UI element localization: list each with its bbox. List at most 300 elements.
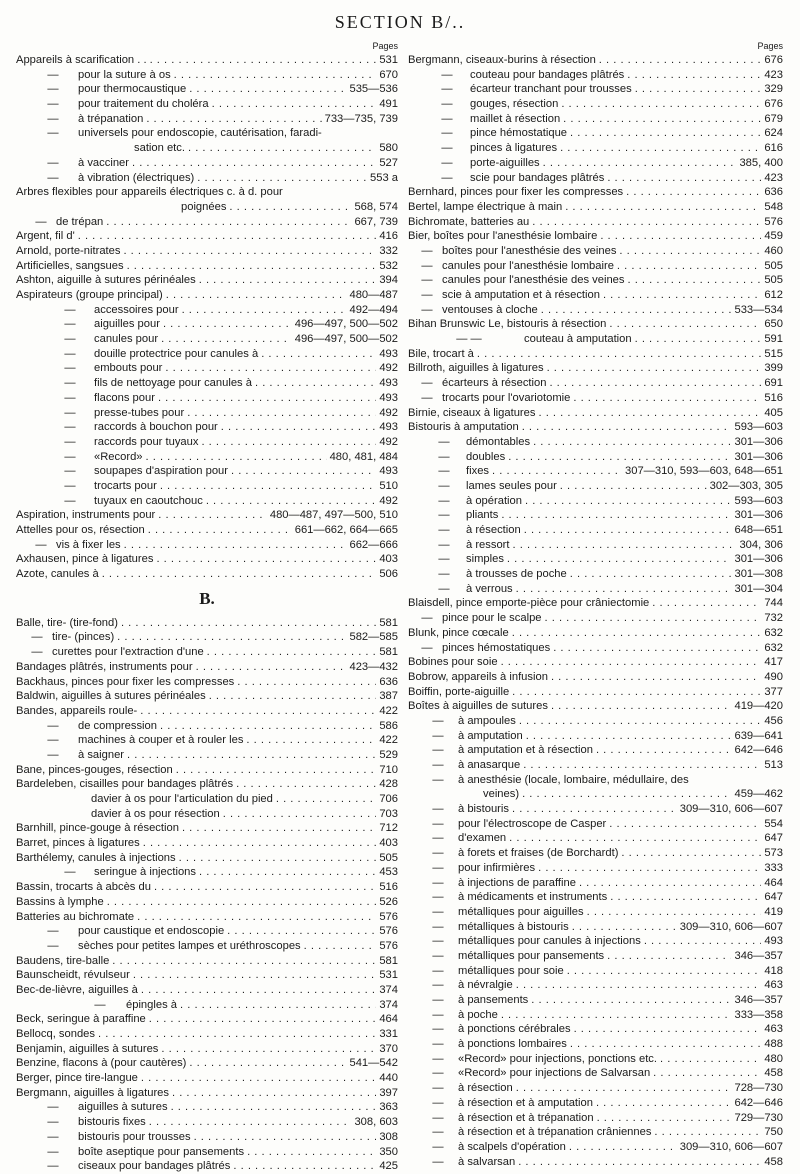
index-entry — [16, 552, 398, 567]
entry-text: Bergmann, ciseaux-burins à résection — [408, 54, 596, 66]
entry-text: Birnie, ciseaux à ligatures — [408, 406, 536, 419]
entry-text: pour traitement du choléra — [78, 98, 209, 111]
page-ref: 553 a — [370, 171, 398, 184]
leader-dots — [521, 523, 732, 538]
entry-text: sation etc. — [134, 142, 185, 155]
leader-dots — [196, 865, 376, 880]
index-entry — [16, 983, 398, 998]
index-entry — [408, 479, 783, 494]
index-entry — [408, 670, 783, 685]
page-ref: 505 — [764, 259, 783, 272]
page-ref: 417 — [764, 656, 783, 669]
leader-dots — [209, 97, 377, 112]
leader-dots — [203, 494, 376, 509]
leader-dots — [138, 983, 376, 998]
entry-text: flacons pour — [94, 391, 155, 404]
page-ref: 374 — [379, 983, 398, 996]
ditto-dash: — — [438, 538, 450, 551]
pages-header: Pages — [757, 41, 783, 51]
leader-dots — [657, 1052, 761, 1067]
index-entry — [408, 391, 783, 406]
page-ref: 419 — [764, 905, 783, 918]
entry-text: davier à os pour résection — [91, 807, 220, 820]
leader-dots — [632, 82, 762, 97]
ditto-dash: — — [64, 362, 76, 375]
entry-text: Bassins à lymphe — [16, 895, 104, 908]
index-entry — [16, 630, 398, 645]
page-ref: 679 — [764, 112, 783, 125]
page-ref: 593—603 — [734, 421, 783, 434]
index-entry — [408, 200, 783, 215]
index-entry — [408, 802, 783, 817]
page-ref: 670 — [379, 68, 398, 81]
entry-text: à trousses de poche — [466, 568, 567, 581]
index-entry — [16, 391, 398, 406]
page-ref: 650 — [764, 318, 783, 331]
entry-text: aiguilles pour — [94, 318, 160, 331]
entry-text: maillet à résection — [470, 112, 561, 125]
leader-dots — [523, 729, 732, 744]
index-entry — [16, 616, 398, 631]
index-entry — [16, 479, 398, 494]
page-ref: 710 — [379, 763, 398, 776]
page-ref: 667, 739 — [354, 215, 398, 228]
page-ref: 301—306 — [734, 509, 783, 522]
leader-dots — [564, 964, 762, 979]
entry-text: métalliques pour soie — [458, 964, 564, 977]
page-ref: 505 — [379, 851, 398, 864]
leader-dots — [584, 905, 762, 920]
page-ref: 729—730 — [734, 1111, 783, 1124]
entry-text: Bernhard, pinces pour fixer les compresses — [408, 186, 624, 199]
entry-text: fixes — [466, 465, 490, 478]
entry-text: à ponctions lombaires — [458, 1038, 567, 1051]
leader-dots — [593, 743, 732, 758]
entry-text: Baudens, tire-balle — [16, 954, 110, 967]
leader-dots — [75, 229, 377, 244]
ditto-dash: — — [438, 568, 450, 581]
page-ref: 612 — [764, 289, 783, 301]
entry-text: Bec-de-lièvre, aiguilles à — [16, 983, 138, 996]
leader-dots — [218, 420, 377, 435]
page-ref: 554 — [764, 817, 783, 830]
entry-text: Bandes, appareils roule- — [16, 704, 138, 717]
leader-dots — [650, 1066, 761, 1081]
entry-text: à résection et à trépanation crâniennes — [458, 1126, 652, 1139]
page-ref: 493 — [379, 465, 398, 478]
index-entry — [408, 817, 783, 832]
page-ref: 616 — [764, 142, 783, 155]
entry-text: canules pour l'anesthésie lombaire — [442, 259, 614, 272]
index-entry — [16, 880, 398, 895]
index-entry — [408, 494, 783, 509]
leader-dots — [509, 685, 761, 700]
entry-text: démontables — [466, 435, 531, 448]
page-ref: 728—730 — [734, 1082, 783, 1095]
entry-text: à résection et à amputation — [458, 1096, 593, 1109]
page-ref: 636 — [764, 186, 783, 199]
index-entry — [16, 97, 398, 112]
leader-dots — [614, 259, 761, 274]
page-ref: 593—603 — [734, 494, 783, 507]
leader-dots — [567, 567, 732, 582]
entry-text: Bertel, lampe électrique à main — [408, 200, 563, 213]
leader-dots — [109, 954, 376, 969]
entry-text: à pansements — [458, 994, 529, 1006]
ditto-dash: — — [432, 773, 444, 786]
ditto-dash: — — [421, 259, 433, 272]
page-ref: 691 — [764, 377, 783, 390]
leader-dots — [118, 616, 376, 631]
leader-dots — [145, 523, 292, 538]
entry-text: à scalpels d'opération — [458, 1140, 566, 1153]
index-entry — [408, 1155, 783, 1170]
entry-text: Blaisdell, pince emporte-pièce pour crâniectomie — [408, 597, 650, 610]
page-ref: 301—306 — [734, 553, 783, 566]
ditto-dash: — — [47, 83, 59, 96]
entry-text: soupapes d'aspiration pour — [94, 465, 228, 478]
index-entry — [408, 1008, 783, 1023]
index-entry — [408, 567, 783, 582]
leader-dots — [509, 626, 762, 641]
page-ref: 642—646 — [734, 1096, 783, 1109]
page-ref: 370 — [379, 1042, 398, 1055]
leader-dots — [140, 836, 377, 851]
page-ref: 490 — [764, 670, 783, 683]
ditto-dash: — — [35, 215, 47, 228]
page-ref: 581 — [379, 616, 398, 629]
index-entry — [408, 1096, 783, 1111]
leader-dots — [489, 464, 622, 479]
entry-text: ventouses à cloche — [442, 303, 538, 316]
page-ref: 464 — [379, 1013, 398, 1026]
leader-dots — [120, 244, 376, 259]
leader-dots — [606, 817, 761, 832]
entry-text: de trépan — [56, 215, 104, 228]
index-entry — [16, 435, 398, 450]
ditto-dash: — — [432, 1008, 444, 1021]
leader-dots — [504, 552, 732, 567]
page-ref: 493 — [379, 377, 398, 390]
page-ref: 350 — [379, 1145, 398, 1158]
index-entry — [408, 905, 783, 920]
index-entry — [408, 626, 783, 641]
index-entry — [408, 831, 783, 846]
index-entry — [16, 1130, 398, 1145]
ditto-dash: — — [421, 641, 433, 654]
ditto-dash: — — [47, 68, 59, 81]
section-title: SECTION B/.. — [334, 12, 466, 32]
page-ref: 647 — [764, 891, 783, 904]
index-entry — [16, 807, 398, 822]
ditto-dash: — — [432, 1126, 444, 1139]
index-entry — [408, 1037, 783, 1052]
entry-text: à médicaments et instruments — [458, 891, 608, 904]
ditto-dash: — — [47, 734, 59, 747]
index-entry — [16, 1056, 398, 1071]
page-ref: 405 — [764, 406, 783, 419]
leader-dots — [513, 978, 762, 993]
entry-text: accessoires pour — [94, 303, 179, 316]
index-entry — [16, 317, 398, 332]
index-entry — [16, 998, 398, 1013]
page-ref: 346—357 — [734, 994, 783, 1006]
entry-text: à salvarsan — [458, 1155, 516, 1168]
entry-text: Boiffin, porte-aiguille — [408, 685, 510, 698]
leader-dots — [513, 1081, 732, 1096]
page-ref: 488 — [764, 1038, 783, 1051]
leader-dots — [535, 406, 761, 421]
leader-dots — [191, 1130, 377, 1145]
index-entry — [16, 851, 398, 866]
page-ref: 527 — [379, 156, 398, 169]
leader-dots — [147, 53, 377, 68]
entry-text: à amputation — [458, 729, 523, 742]
ditto-dash: — — [432, 876, 444, 889]
entry-text: à résection et à trépanation — [458, 1111, 594, 1124]
ditto-dash: — — [432, 832, 444, 845]
leader-dots — [542, 611, 762, 626]
index-entry — [408, 435, 783, 450]
ditto-dash: — — [64, 391, 76, 404]
ditto-dash: — — [432, 1067, 444, 1080]
entry-text: Billroth, aiguilles à ligatures — [408, 362, 544, 375]
page-ref: 568, 574 — [354, 200, 398, 213]
page-ref: 632 — [764, 641, 783, 654]
page-ref: 648—651 — [734, 524, 783, 536]
ditto-dash: — — [64, 406, 76, 419]
page-ref: 493 — [379, 421, 398, 434]
index-entry — [408, 1140, 783, 1155]
ditto-dash: — — [47, 1116, 59, 1129]
leader-dots — [252, 376, 376, 391]
entry-text: Barret, pinces à ligatures — [16, 837, 140, 850]
entry-text: à vibration (électriques) — [78, 171, 195, 184]
entry-text: trocarts pour l'ovariotomie — [442, 391, 571, 404]
index-entry — [16, 273, 398, 288]
leader-dots — [121, 538, 347, 553]
index-entry — [16, 1086, 398, 1101]
page-ref: 580 — [379, 142, 398, 155]
index-entry — [16, 406, 398, 421]
page-ref: 397 — [379, 1086, 398, 1099]
index-entry — [16, 1027, 398, 1042]
index-entry — [16, 675, 398, 690]
page-ref: 516 — [379, 881, 398, 894]
ditto-dash: — — [421, 612, 433, 625]
entry-text: Artificielles, sangsues — [16, 259, 124, 272]
entry-text: Bobrow, appareils à infusion — [408, 670, 548, 683]
entry-text: à poche — [458, 1008, 498, 1021]
entry-text: Bassin, trocarts à abcès du — [16, 881, 151, 894]
index-entry — [16, 689, 398, 704]
leader-dots — [560, 112, 761, 127]
entry-text: presse-tubes pour — [94, 406, 185, 419]
index-entry — [16, 1071, 398, 1086]
entry-text: à trépanation — [78, 112, 144, 125]
entry-text: à ressort — [466, 538, 510, 551]
page-ref: 529 — [379, 748, 398, 761]
entry-text: écarteur tranchant pour trousses — [470, 83, 632, 96]
leader-dots — [228, 464, 376, 479]
ditto-dash: — — [432, 1155, 444, 1168]
index-entry — [408, 185, 783, 200]
ditto-dash: — — [47, 1130, 59, 1143]
ditto-dash: — — [421, 303, 433, 316]
entry-text: machines à couper et à rouler les — [78, 734, 244, 747]
entry-text: Bergmann, aiguilles à ligatures — [16, 1086, 169, 1099]
leader-dots — [571, 1022, 762, 1037]
entry-text: pour la suture à os — [78, 68, 171, 81]
page-ref: 732 — [764, 612, 783, 625]
index-entry — [408, 1066, 783, 1081]
leader-dots — [597, 229, 761, 244]
ditto-dash: — — [432, 1082, 444, 1095]
index-entry — [16, 244, 398, 259]
entry-text: couteau pour bandages plâtrés — [470, 68, 625, 81]
entry-text: pour caustique et endoscopie — [78, 925, 225, 938]
index-entry — [408, 641, 783, 656]
index-entry — [16, 361, 398, 376]
leader-dots — [124, 748, 376, 763]
page-ref: 639—641 — [734, 729, 783, 742]
index-entry — [408, 714, 783, 729]
page-ref: 459 — [764, 230, 783, 243]
page-ref: 332 — [379, 244, 398, 257]
entry-text: canules pour l'anesthésie des veines — [442, 274, 625, 287]
entry-text: à anesthésie (locale, lombaire, médullaire, des — [458, 773, 689, 786]
ditto-dash: — — [432, 1140, 444, 1153]
index-entry — [16, 1115, 398, 1130]
page-ref: 526 — [379, 895, 398, 908]
ditto-dash: — — [31, 631, 43, 644]
ditto-dash: — — [438, 509, 450, 522]
index-entry — [16, 141, 398, 156]
index-entry — [16, 836, 398, 851]
index-entry — [408, 920, 783, 935]
ditto-dash: — — [432, 817, 444, 830]
page-ref: 493 — [379, 347, 398, 360]
page-ref: 586 — [379, 719, 398, 732]
leader-dots — [530, 435, 731, 450]
index-entry — [16, 865, 398, 880]
ditto-dash: — — [47, 112, 59, 125]
entry-text: Ashton, aiguille à sutures périnéales — [16, 274, 196, 287]
leader-dots — [95, 1027, 376, 1042]
page-ref: 516 — [764, 391, 783, 404]
index-entry — [408, 68, 783, 83]
leader-dots — [550, 641, 761, 656]
page-ref: 464 — [764, 876, 783, 889]
index-entry — [408, 317, 783, 332]
page-ref: 492 — [379, 406, 398, 419]
index-entry — [408, 582, 783, 597]
page-ref: 301—308 — [734, 568, 783, 581]
index-entry — [408, 376, 783, 391]
index-entry — [408, 508, 783, 523]
entry-text: de compression — [78, 719, 157, 732]
entry-text: pour l'électroscope de Casper — [458, 817, 607, 830]
leader-dots — [576, 876, 761, 891]
index-entry — [408, 743, 783, 758]
leader-dots — [515, 1155, 761, 1170]
entry-text: pour thermocaustique — [78, 83, 187, 96]
leader-dots — [505, 450, 731, 465]
leader-dots — [544, 361, 762, 376]
entry-text: à opération — [466, 494, 522, 507]
index-entry — [408, 215, 783, 230]
page-ref: 662—666 — [349, 538, 398, 551]
page-ref: 661—662, 664—665 — [294, 524, 398, 536]
page-ref: 492 — [379, 494, 398, 507]
index-entry — [16, 450, 398, 465]
entry-text: Arbres flexibles pour appareils électriques c. à d. pour — [16, 186, 283, 199]
entry-text: canules pour — [94, 333, 159, 346]
ditto-dash: — — [64, 421, 76, 434]
leader-dots — [519, 787, 731, 802]
entry-text: Boîtes à aiguilles de sutures — [408, 700, 548, 713]
index-entry — [16, 924, 398, 939]
leader-dots — [103, 215, 351, 230]
page-ref: 647 — [764, 832, 783, 845]
entry-text: boîte aseptique pour pansements — [78, 1145, 245, 1158]
entry-text: lames seules pour — [466, 479, 557, 492]
ditto-dash: — — [438, 582, 450, 595]
entry-text: Beck, seringue à paraffine — [16, 1013, 146, 1026]
entry-text: doubles — [466, 450, 506, 463]
page-ref: 636 — [379, 675, 398, 688]
leader-dots — [157, 479, 377, 494]
ditto-dash: — — [47, 748, 59, 761]
entry-text: à saigner — [78, 748, 125, 761]
leader-dots — [158, 1042, 376, 1057]
index-entry — [16, 126, 398, 141]
page-ref: 363 — [379, 1101, 398, 1114]
page-ref: 513 — [764, 759, 783, 771]
index-entry — [408, 259, 783, 274]
index-entry — [408, 611, 783, 626]
ditto-dash: — — [47, 1101, 59, 1114]
page-ref: 302—303, 305 — [709, 479, 783, 492]
entry-text: raccords pour tuyaux — [94, 435, 199, 448]
index-entry — [16, 229, 398, 244]
page-ref: 573 — [764, 847, 783, 860]
page-ref: 456 — [764, 714, 783, 727]
ditto-dash: — — [64, 866, 76, 879]
index-entry — [408, 303, 783, 318]
leader-dots — [226, 200, 351, 215]
entry-text: à forets et fraises (de Borchardt) — [458, 847, 619, 860]
leader-dots — [618, 846, 761, 861]
leader-dots — [566, 1140, 677, 1155]
leader-dots — [649, 596, 761, 611]
page-ref: 576 — [764, 215, 783, 228]
index-entry — [408, 244, 783, 259]
leader-dots — [548, 670, 761, 685]
page-ref: 463 — [764, 1023, 783, 1036]
index-entry — [408, 464, 783, 479]
leader-dots — [134, 910, 376, 925]
index-entry — [408, 729, 783, 744]
page-ref: 423 — [764, 171, 783, 184]
leader-dots — [220, 807, 377, 822]
ditto-dash: — — [441, 127, 453, 140]
leader-dots — [593, 1096, 732, 1111]
leader-dots — [171, 68, 377, 83]
entry-text: douille protectrice pour canules à — [94, 347, 259, 360]
ditto-dash: — — [35, 538, 47, 551]
entry-text: embouts pour — [94, 362, 163, 375]
